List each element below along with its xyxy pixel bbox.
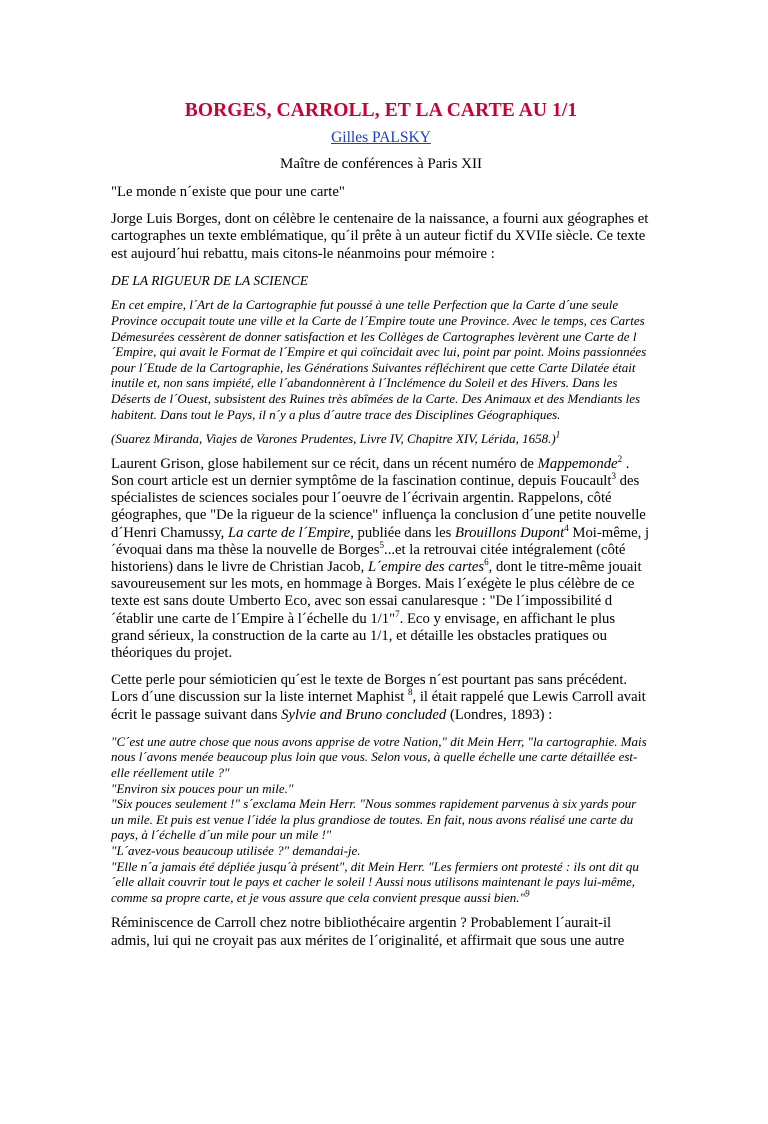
author-line: [111, 129, 651, 147]
footnote-ref-9[interactable]: 9: [525, 888, 530, 899]
footnote-ref-5[interactable]: 5: [379, 539, 385, 550]
text-run: des spécialistes de sciences sociales pour l´oeuvre de l´écrivain argentin. Rappelons, côté géographes, que "De la rigueur de la science" influença la conclusion d´une petite nouvelle d´Henri Chamussy,: [111, 472, 646, 541]
footnote-ref-2[interactable]: 2: [617, 453, 623, 464]
author-link[interactable]: Gilles PALSKY: [331, 129, 431, 146]
paragraph-carroll-intro: [111, 672, 651, 724]
borges-source-paragraph: [111, 431, 651, 447]
article-title: BORGES, CARROLL, ET LA CARTE AU 1/1: [184, 100, 578, 121]
text-run: "Elle n´a jamais été dépliée jusqu´à présent", dit Mein Herr. "Les fermiers ont protesté : ils ont dit qu´elle allait couvrir tout le pays et cacher le soleil ! Aussi nous utilisons maintenant le pays lui-même, comme sa propre carte, et je vous assure que cela convient presque aussi bien.": [111, 858, 639, 905]
carroll-quote-line: "Six pouces seulement !" s´exclama Mein Herr. "Nous sommes rapidement parvenus à six yards pour un mile. Et puis est venue l´idée la plus grandiose de toutes. En fait, nous avons réalisé une carte du pays, à l´échelle d´un mile pour un mile !": [111, 796, 637, 843]
title-brouillons-dupont: Brouillons Dupont: [455, 524, 565, 541]
text-run: . Eco y envisage, en affichant le plus grand sérieux, la construction de la carte au 1/1, et détaille les obstacles pratiques ou théoriques du projet.: [111, 610, 616, 661]
carroll-quote: [111, 734, 768, 906]
text-run: Laurent Grison, glose habilement sur ce récit, dans un récent numéro de: [111, 455, 538, 472]
text-run: Cette perle pour sémioticien qu´est le texte de Borges n´est pourtant pas sans précédent. Lors d´une discussion sur la liste internet Maphist: [111, 672, 628, 706]
footnote-ref-3[interactable]: 3: [611, 471, 616, 482]
epigraph: "Le monde n´existe que pour une carte": [111, 184, 345, 200]
borges-quote: En cet empire, l´Art de la Cartographie fut poussé à une telle Perfection que la Carte d´une seule Province occupait toute une ville et la Carte de l´Empire toute une Province. Avec le temps, ces Cartes Démesurées cessèrent de donner satisfaction et les Collèges de Cartographes levèrent une Carte de l´Empire, qui avait le Format de l´Empire et qui coïncidait avec lui, point par point. Moins passionnées pour l´Etude de la Cartographie, les Générations Suivantes réfléchirent que cette Carte Dilatée était inutile et, non sans impiété, elle l´abandonnèrent à l´Inclémence du Soleil et des Hivers. Dans les Déserts de l´Ouest, subsistent des Ruines très abîmées de la Carte. Des Animaux et des Mendiants les habitent. Dans tout le Pays, il n´y a plus d´autre trace des Disciplines Géographiques.: [111, 297, 647, 422]
footnote-ref-6[interactable]: 6: [484, 557, 489, 568]
footnote-ref-8[interactable]: 8: [407, 687, 413, 698]
carroll-quote-line: "C´est une autre chose que nous avons apprise de votre Nation," dit Mein Herr, "la cartographie. Mais nous l´avons menée beaucoup plus loin que vous. Selon vous, à quelle échelle une carte détaillée est-elle réellement utile ?": [111, 733, 647, 780]
paragraph-reminiscence: Réminiscence de Carroll chez notre bibliothécaire argentin ? Probablement l´aurait-il admis, lui qui ne croyait pas aux mérites de l´originalité, et affirmait que sous une autre: [111, 915, 625, 949]
text-run: (Londres, 1893) :: [446, 706, 553, 723]
borges-heading: DE LA RIGUEUR DE LA SCIENCE: [111, 272, 309, 288]
text-run: , il était rappelé que Lewis Carroll avait écrit le passage suivant dans: [111, 689, 646, 723]
carroll-quote-line: "Environ six pouces pour un mile.": [111, 780, 294, 796]
footnote-ref-1[interactable]: 1: [555, 429, 561, 440]
document-page: [0, 100, 768, 1124]
text-run: , publiée dans les: [350, 524, 456, 541]
title-sylvie-and-bruno: Sylvie and Bruno concluded: [281, 706, 447, 723]
text-run: Moi-même, j´évoquai dans ma thèse la nouvelle de Borges: [111, 524, 650, 558]
title-carte-empire: La carte de l´Empire: [227, 524, 351, 541]
carroll-quote-line-last: [111, 859, 651, 906]
footnote-ref-7[interactable]: 7: [395, 608, 400, 619]
carroll-quote-line: "L´avez-vous beaucoup utilisée ?" demandai-je.: [111, 842, 361, 858]
footnote-ref-4[interactable]: 4: [564, 522, 569, 533]
text-run: . Son court article est un dernier symptôme de la fascination continue, depuis Foucault: [111, 455, 630, 489]
borges-source: (Suarez Miranda, Viajes de Varones Prudentes, Livre IV, Chapitre XIV, Lérida, 1658.): [111, 431, 556, 447]
text-run: , dont le titre-même jouait savoureusement sur les mots, en hommage à Borges. Mais l´exégète le plus célèbre de ce texte est sans doute Umberto Eco, avec son essai canularesque : "De l´impossibilité d´établir une carte de l´Empire à l´échelle du 1/1": [111, 558, 642, 627]
intro-paragraph: Jorge Luis Borges, dont on célèbre le centenaire de la naissance, a fourni aux géographes et cartographes un texte emblématique, qu´il prête à un auteur fictif du XVIIe siècle. Ce texte est aujourd´hui rebattu, mais citons-le néanmoins pour mémoire :: [111, 211, 649, 262]
paragraph-grison: [111, 453, 651, 662]
author-affiliation: Maître de conférences à Paris XII: [280, 156, 482, 172]
text-run: ...et la retrouvai citée intégralement (côté historiens) dans le livre de Christian Jacob,: [111, 541, 626, 575]
title-empire-des-cartes: L´empire des cartes: [367, 558, 485, 575]
title-mappemonde: Mappemonde: [537, 455, 618, 472]
